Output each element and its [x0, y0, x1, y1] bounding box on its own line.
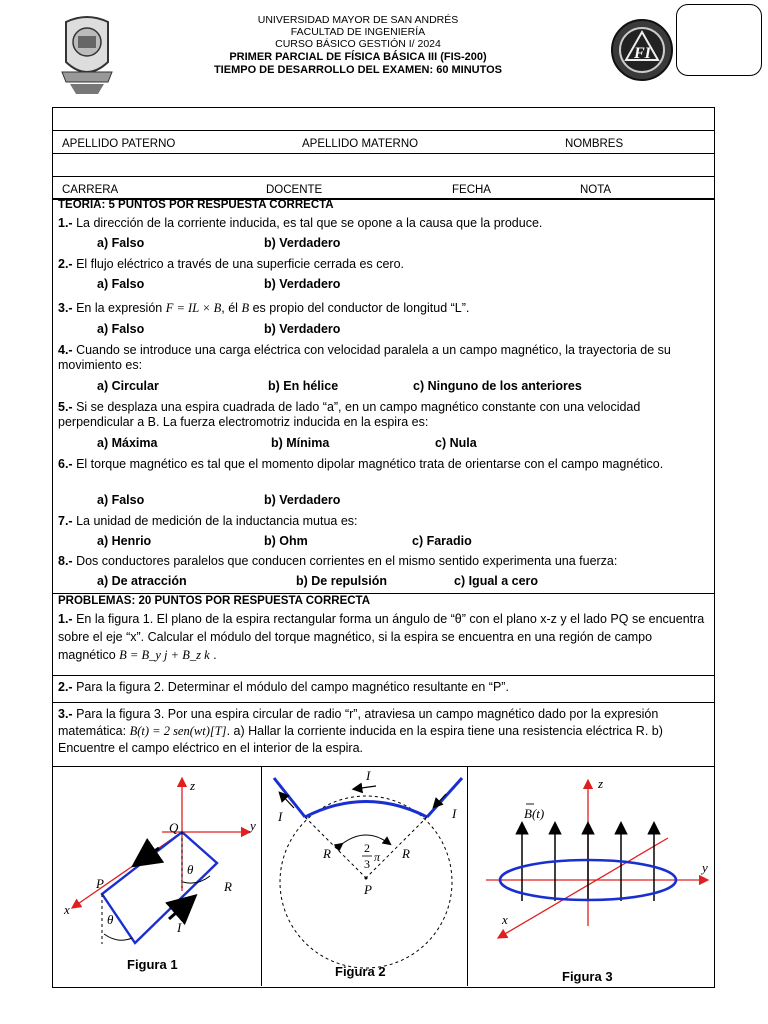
fig3-label-y: y — [702, 860, 708, 875]
teoria-question-2: 2.- El flujo eléctrico a través de una superficie cerrada es cero. — [58, 257, 405, 271]
arc-wire — [305, 802, 427, 818]
fig1-label-z: z — [190, 778, 196, 793]
right-wire — [427, 778, 462, 817]
figure-1-caption: Figura 1 — [127, 957, 178, 972]
fig2-angle-pi: π — [374, 850, 381, 864]
label-docente: DOCENTE — [266, 184, 323, 196]
fig1-label-theta: θ — [187, 862, 194, 877]
teoria-question-1: 1.- La dirección de la corriente inducida, es tal que se opone a la causa que la produce. — [58, 216, 543, 230]
fig2-angle-denominator: 3 — [364, 857, 370, 871]
figure-1 — [52, 766, 261, 986]
q4-option-b[interactable]: b) En hélice — [268, 379, 339, 393]
current-arrow — [169, 898, 193, 919]
fig2-label-p: P — [364, 882, 372, 897]
grade-box[interactable] — [676, 4, 762, 76]
q2-option-a[interactable]: a) Falso — [97, 277, 145, 291]
header-exam-time: TIEMPO DE DESARROLLO DEL EXAMEN: 60 MINUTOS — [213, 64, 503, 76]
teoria-question-3: 3.- En la expresión F = IL × B, él B es propio del conductor de longitud “L”. — [58, 301, 470, 315]
current-arrow — [136, 848, 159, 864]
figure-3-caption: Figura 3 — [562, 969, 613, 984]
fig1-label-y: y — [250, 818, 256, 833]
name-field[interactable] — [53, 108, 712, 130]
q7-option-a[interactable]: a) Henrio — [97, 534, 152, 548]
q8-option-c[interactable]: c) Igual a cero — [454, 574, 539, 588]
q4-option-a[interactable]: a) Circular — [97, 379, 159, 393]
formula-b-field: B = B_y j + B_z k — [119, 648, 210, 662]
q8-option-b[interactable]: b) De repulsión — [296, 574, 387, 588]
fig1-label-x: x — [64, 902, 70, 917]
fig3-label-x: x — [502, 912, 508, 927]
problemas-title: PROBLEMAS: 20 PUNTOS POR RESPUESTA CORRECTA — [58, 595, 371, 607]
figure-2-caption: Figura 2 — [335, 964, 386, 979]
q3-option-a[interactable]: a) Falso — [97, 322, 145, 336]
problema-1: 1.- En la figura 1. El plano de la espira rectangular forma un ángulo de “θ” con el plano x-z y el lado PQ se encuentra sobre el eje “x”. Calcular el módulo del torque magnético, si la espira se encuentra en una región de campo magnético B = B_y j + B_z k . — [58, 612, 705, 662]
formula-lorentz: F = IL × B — [165, 301, 222, 315]
problema-2: 2.- Para la figura 2. Determinar el módulo del campo magnético resultante en “P”. — [58, 680, 509, 694]
form-divider — [52, 176, 715, 177]
fig2-label-r: R — [402, 846, 410, 861]
q5-option-a[interactable]: a) Máxima — [97, 436, 158, 450]
section-divider — [52, 702, 715, 703]
q6-option-b[interactable]: b) Verdadero — [264, 493, 341, 507]
teoria-question-4: 4.- Cuando se introduce una carga eléctrica con velocidad paralela a un campo magnético, la trayectoria de su movimiento es: — [58, 343, 671, 372]
career-field[interactable] — [53, 154, 712, 176]
fig2-label-i: I — [278, 809, 283, 824]
fig1-label-p: P — [96, 876, 104, 891]
teoria-question-5: 5.- Si se desplaza una espira cuadrada de lado “a”, en un campo magnético constante con una velocidad perpendicular a B. La fuerza electromotriz inducida en la espira es: — [58, 400, 641, 429]
fig1-label-q: Q — [169, 820, 179, 835]
header-university: UNIVERSIDAD MAYOR DE SAN ANDRÉS — [257, 14, 459, 26]
q4-option-c[interactable]: c) Ninguno de los anteriores — [413, 379, 582, 393]
faculty-logo-text: FI — [634, 45, 651, 62]
fig2-label-r: R — [323, 846, 331, 861]
section-divider — [52, 593, 715, 594]
figure-2 — [262, 766, 467, 986]
teoria-question-8: 8.- Dos conductores paralelos que conducen corrientes en el mismo sentido experimenta una fuerza: — [58, 554, 618, 568]
label-fecha: FECHA — [452, 184, 491, 196]
q1-option-a[interactable]: a) Falso — [97, 236, 145, 250]
label-nombres: NOMBRES — [565, 138, 624, 150]
problema-3: 3.- Para la figura 3. Por una espira circular de radio “r”, atraviesa un campo magnético dado por la expresión matemática: B(t) = 2 sen(wt)[T]. a) Hallar la corriente inducida en la espira tiene una resistencia eléctrica R. b) Encuentre el campo eléctrico en el interior de la espira. — [58, 707, 663, 755]
fig1-label-r: R — [224, 879, 232, 894]
q5-option-c[interactable]: c) Nula — [435, 436, 477, 450]
q7-option-b[interactable]: b) Ohm — [264, 534, 308, 548]
q8-option-a[interactable]: a) De atracción — [97, 574, 187, 588]
label-nota: NOTA — [580, 184, 612, 196]
fig3-label-b: B(t) — [524, 806, 545, 821]
q5-option-b[interactable]: b) Mínima — [271, 436, 330, 450]
q6-option-a[interactable]: a) Falso — [97, 493, 145, 507]
fig2-label-i: I — [366, 768, 371, 783]
teoria-question-7: 7.- La unidad de medición de la inductancia mutua es: — [58, 514, 358, 528]
form-divider — [52, 130, 715, 131]
fig3-label-z: z — [598, 776, 604, 791]
label-apellido-paterno: APELLIDO PATERNO — [62, 138, 176, 150]
x-axis — [498, 838, 668, 938]
label-carrera: CARRERA — [62, 184, 119, 196]
teoria-question-6: 6.- El torque magnético es tal que el momento dipolar magnético trata de orientarse con el campo magnético. — [58, 457, 664, 471]
q2-option-b[interactable]: b) Verdadero — [264, 277, 341, 291]
fig2-label-i: I — [452, 806, 457, 821]
faculty-logo — [610, 18, 674, 82]
teoria-title: TEORIA: 5 PUNTOS POR RESPUESTA CORRECTA — [58, 199, 334, 211]
header-faculty: FACULTAD DE INGENIERÍA — [290, 26, 426, 38]
rectangular-loop — [102, 832, 217, 943]
fig1-label-theta: θ — [107, 912, 114, 927]
left-university-seal — [58, 12, 116, 96]
header-course: CURSO BÁSICO GESTIÓN I/ 2024 — [275, 38, 441, 50]
section-divider — [52, 675, 715, 676]
formula-bt: B(t) = 2 sen(wt)[T] — [129, 724, 227, 738]
figure-3 — [468, 766, 713, 986]
fig2-angle-numerator: 2 — [364, 841, 370, 855]
q3-option-b[interactable]: b) Verdadero — [264, 322, 341, 336]
header-exam-title: PRIMER PARCIAL DE FÍSICA BÁSICA III (FIS-200) — [229, 51, 487, 63]
label-apellido-materno: APELLIDO MATERNO — [302, 138, 419, 150]
q7-option-c[interactable]: c) Faradio — [412, 534, 472, 548]
q1-option-b[interactable]: b) Verdadero — [264, 236, 341, 250]
fig1-label-i: I — [177, 920, 182, 935]
